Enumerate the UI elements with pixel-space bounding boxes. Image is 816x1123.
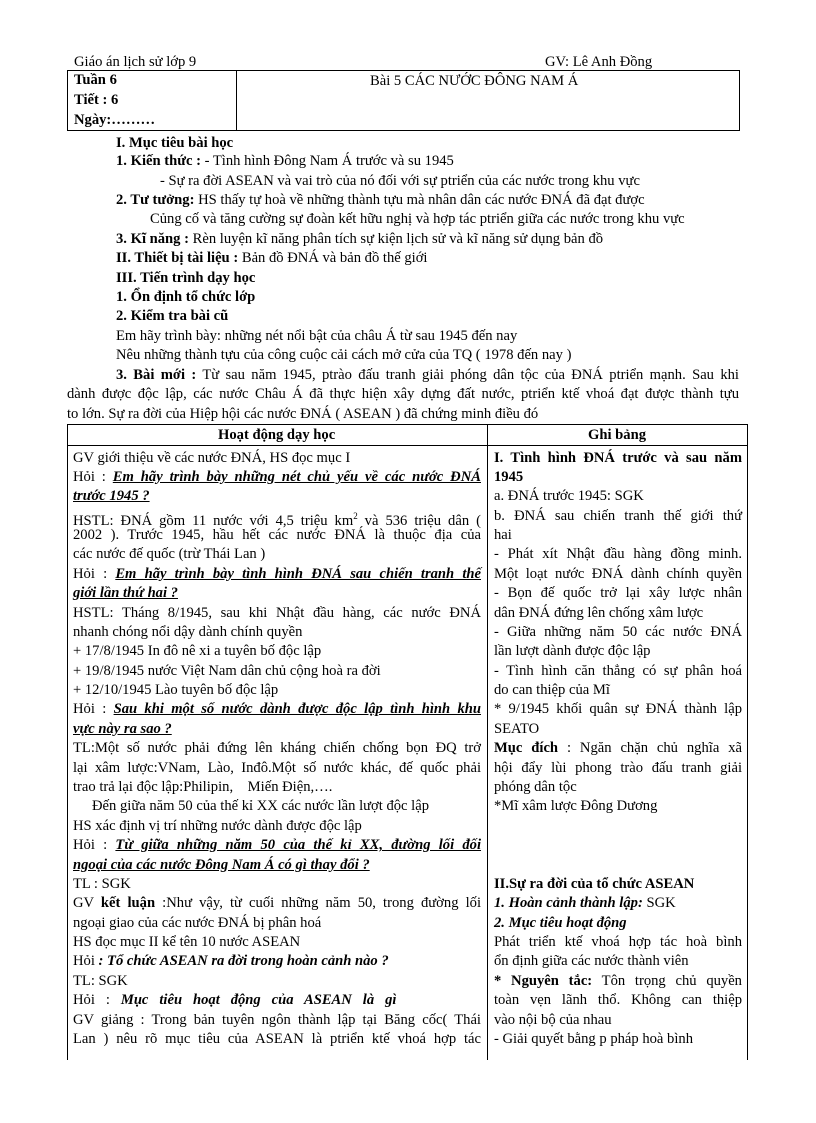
right-line: ổn định giữa các nước thành viên [494, 953, 689, 969]
attitude-line: 2. Tư tưởng: HS thấy tự hoà về những thành tựu mà nhân dân các nước ĐNÁ đã đạt được [116, 192, 645, 208]
new-lesson-line: 3. Bài mới : Từ sau năm 1945, ptrào đấu tranh giải phóng dân tộc của ĐNÁ ptriển mạnh. Sau khi [116, 367, 739, 383]
right-line: 1945 [494, 469, 524, 485]
left-line: + 12/10/1945 Lào tuyên bố độc lập [73, 682, 279, 698]
right-line: hai [494, 527, 512, 543]
right-line: SEATO [494, 721, 540, 737]
left-line: các nước đế quốc (trừ Thái Lan ) [73, 546, 266, 562]
right-line: - Bọn đế quốc trở lại xây lược nhân [494, 585, 742, 601]
left-line: GV giảng : Trong bản tuyên ngôn thành lập tại Băng cốc( Thái [73, 1012, 481, 1028]
right-line: a. ĐNÁ trước 1945: SGK [494, 488, 644, 504]
left-line: Đến giữa năm 50 của thế kỉ XX các nước lần lượt độc lập [92, 798, 430, 814]
left-line: HS đọc mục II kể tên 10 nước ASEAN [73, 934, 301, 950]
left-line: trao trả lại độc lập:Philipin, Miến Điện,…. [73, 779, 333, 795]
right-line: toàn vẹn lãnh thổ. Không can thiệp [494, 992, 742, 1008]
left-line: nhanh chóng nổi dậy dành chính quyền [73, 624, 303, 640]
left-line: vực này ra sao ? [73, 721, 172, 737]
left-line: Hỏi : Tổ chức ASEAN ra đời trong hoàn cảnh nào ? [73, 953, 389, 969]
left-line: TL: SGK [73, 973, 128, 989]
left-line: ngoại giao của các nước ĐNÁ bị phân hoá [73, 915, 322, 931]
knowledge-line: 1. Kiến thức : - Tình hình Đông Nam Á trước và su 1945 [116, 153, 454, 169]
header-left: Giáo án lịch sử lớp 9 [74, 54, 197, 70]
right-line: - Giữa những năm 50 các nước ĐNÁ [494, 624, 742, 640]
left-line: + 17/8/1945 In đô nê xi a tuyên bố độc lập [73, 643, 322, 659]
attitude-line-2: Củng cố và tăng cường sự đoàn kết hữu nghị và hợp tác ptriển giữa các nước trong khu vực [150, 211, 685, 227]
skills-line: 3. Kĩ năng : Rèn luyện kĩ năng phân tích sự kiện lịch sử và kĩ năng sử dụng bản đồ [116, 231, 604, 247]
right-line: Mục đích : Ngăn chặn chủ nghĩa xã [494, 740, 742, 756]
left-line: giới lần thứ hai ? [73, 585, 178, 601]
left-line: TL : SGK [73, 876, 131, 892]
left-line: 2002 ). Trước 1945, hầu hết các nước ĐNÁ là thuộc địa của [73, 527, 481, 543]
col-header-board-notes: Ghi bảng [588, 427, 646, 443]
right-line: I. Tình hình ĐNÁ trước và sau năm [494, 450, 742, 466]
review-question-1: Em hãy trình bày: những nét nổi bật của châu Á từ sau 1945 đến nay [116, 328, 518, 344]
left-line: HSTL: Tháng 8/1945, sau khi Nhật đầu hàng, các nước ĐNÁ [73, 605, 481, 621]
left-line: HSTL: ĐNÁ gồm 11 nước với 4,5 triệu $km^2$ và 536 triệu dân ( [73, 511, 481, 529]
period-label: Tiết : 6 [74, 92, 119, 108]
left-line: trước 1945 ? [73, 488, 150, 504]
col-header-activities: Hoạt động dạy học [218, 427, 336, 443]
left-line: + 19/8/1945 nước Việt Nam dân chủ cộng hoà ra đời [73, 663, 381, 679]
lesson-title: Bài 5 CÁC NƯỚC ĐÔNG NAM Á [370, 73, 579, 89]
right-line: hội đẩy lùi phong trào đấu tranh giải [494, 760, 742, 776]
right-line: vào nội bộ của nhau [494, 1012, 612, 1028]
right-line: * 9/1945 khối quân sự ĐNÁ thành lập [494, 701, 742, 717]
right-line: do can thiệp của Mĩ [494, 682, 610, 698]
right-line: lần lượt dành được độc lập [494, 643, 651, 659]
left-line: GV giới thiệu về các nước ĐNÁ, HS đọc mục I [73, 450, 351, 466]
left-line: lại xâm lược:VNam, Lào, Inđô.Một số nước khác, đế quốc phải [73, 760, 481, 776]
left-line: HS xác định vị trí những nước dành được độc lập [73, 818, 362, 834]
new-lesson-line-2: dành được độc lập, các nước Châu Á đã thực hiện xây dựng đất nước, ptriển ktế vhoá đạt được thành tựu [67, 386, 739, 402]
process-heading: III. Tiến trình dạy học [116, 270, 256, 286]
right-line: Một loạt nước ĐNÁ dành chính quyền [494, 566, 742, 582]
right-line: II.Sự ra đời của tổ chức ASEAN [494, 876, 695, 892]
left-line: Hỏi : Từ giữa những năm 50 của thế kỉ XX, đường lối đối [73, 837, 482, 853]
right-line: * Nguyên tắc: Tôn trọng chủ quyền [494, 973, 742, 989]
materials-line: II. Thiết bị tài liệu : Bản đồ ĐNÁ và bản đồ thế giới [116, 250, 428, 266]
right-line: - Tình hình căn thẳng có sự phân hoá [494, 663, 742, 679]
left-line: Hỏi : Em hãy trình bày tình hình ĐNÁ sau chiến tranh thế [73, 566, 481, 582]
left-line: TL:Một số nước phải đứng lên kháng chiến chống bọn ĐQ trở [73, 740, 481, 756]
right-line: dân ĐNÁ đứng lên chống xâm lược [494, 605, 704, 621]
right-line: Phát triển ktế vhoá hợp tác hoà bình [494, 934, 742, 950]
right-line: 2. Mục tiêu hoạt động [494, 915, 627, 931]
review-question-2: Nêu những thành tựu của công cuộc cải cách mở cửa của TQ ( 1978 đến nay ) [116, 347, 572, 363]
right-line: 1. Hoàn cảnh thành lập: SGK [494, 895, 676, 911]
left-line: Hỏi : Mục tiêu hoạt động của ASEAN là gì [73, 992, 397, 1008]
date-label: Ngày:……… [74, 112, 156, 128]
step-1: 1. Ổn định tổ chức lớp [116, 289, 256, 305]
right-line: b. ĐNÁ sau chiến tranh thế giới thứ [494, 508, 742, 524]
left-line: GV kết luận :Như vậy, từ cuối những năm 50, trong đường lối [73, 895, 482, 911]
week-label: Tuần 6 [74, 72, 117, 88]
left-line: ngoại của các nước Đông Nam Á có gì thay đổi ? [73, 857, 370, 873]
left-line: Lan ) nêu rõ mục tiêu của ASEAN là ptriển ktế vhoá hợp tác [73, 1031, 481, 1047]
knowledge-line-2: - Sự ra đời ASEAN và vai trò của nó đối với sự ptriển của các nước trong khu vực [160, 173, 640, 189]
objectives-heading: I. Mục tiêu bài học [116, 135, 234, 151]
new-lesson-line-3: to lớn. Sự ra đời của Hiệp hội các nước ĐNÁ ( ASEAN ) đã chứng minh điều đó [67, 406, 539, 422]
right-line: *Mĩ xâm lược Đông Dương [494, 798, 658, 814]
header-right: GV: Lê Anh Đồng [545, 54, 653, 70]
right-line: - Phát xít Nhật đầu hàng đồng minh. [494, 546, 742, 562]
step-2: 2. Kiểm tra bài cũ [116, 308, 229, 324]
left-line: Hỏi : Sau khi một số nước dành được độc lập tình hình khu [73, 701, 481, 717]
right-line: - Giải quyết bằng p pháp hoà bình [494, 1031, 693, 1047]
right-line: phóng dân tộc [494, 779, 577, 795]
left-line: Hỏi : Em hãy trình bày những nét chủ yếu về các nước ĐNÁ [73, 469, 481, 485]
